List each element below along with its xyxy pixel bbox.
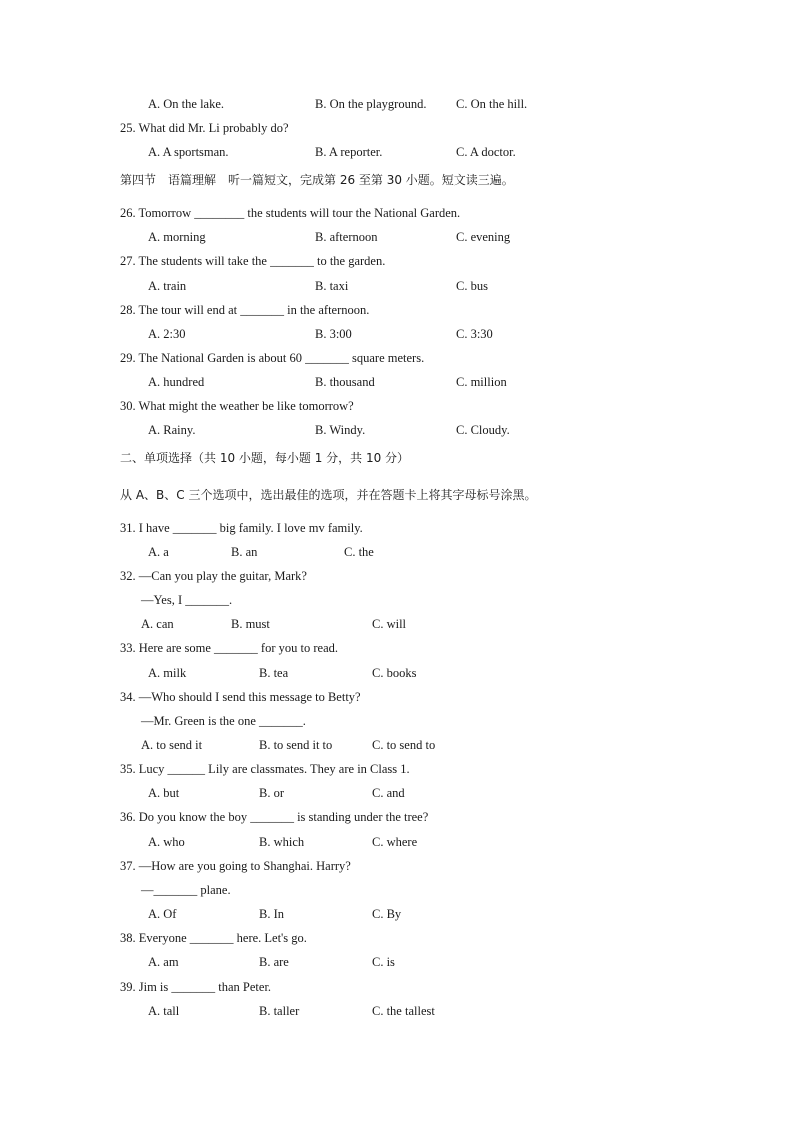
q34-option-b: B. to send it to [259,738,333,752]
q38-option-c: C. is [372,955,395,969]
question-31: 31. I have _______ big family. I love mv family. [120,521,363,535]
q28-option-b: B. 3:00 [315,327,352,341]
q35-option-b: B. or [259,786,284,800]
q37-reply: —_______ plane. [141,883,231,897]
q32-option-a: A. can [141,617,174,631]
q27-option-c: C. bus [456,279,488,293]
question-28: 28. The tour will end at _______ in the afternoon. [120,303,370,317]
q25-option-a: A. A sportsman. [148,145,229,159]
q34-option-c: C. to send to [372,738,436,752]
q30-option-c: C. Cloudy. [456,423,510,437]
question-30: 30. What might the weather be like tomorrow? [120,399,354,413]
q32-option-b: B. must [231,617,270,631]
option-c: C. On the hill. [456,97,528,111]
question-29: 29. The National Garden is about 60 _______ square meters. [120,351,425,365]
q33-option-b: B. tea [259,666,289,680]
question-39: 39. Jim is _______ than Peter. [120,980,272,994]
q26-option-a: A. morning [148,230,206,244]
q36-option-c: C. where [372,835,418,849]
q27-option-b: B. taxi [315,279,349,293]
q38-option-a: A. am [148,955,179,969]
q39-option-a: A. tall [148,1004,180,1018]
q29-option-a: A. hundred [148,375,205,389]
q30-option-b: B. Windy. [315,423,366,437]
q28-option-c: C. 3:30 [456,327,493,341]
q30-option-a: A. Rainy. [148,423,196,437]
q31-option-c: C. the [344,545,374,559]
q38-option-b: B. are [259,955,289,969]
q32-reply: —Yes, I _______. [141,593,233,607]
q33-option-a: A. milk [148,666,187,680]
question-27: 27. The students will take the _______ to the garden. [120,254,386,268]
q36-option-a: A. who [148,835,185,849]
q25-option-c: C. A doctor. [456,145,516,159]
q34-reply: —Mr. Green is the one _______. [141,714,306,728]
question-34: 34. —Who should I send this message to Betty? [120,690,361,704]
q27-option-a: A. train [148,279,187,293]
question-32: 32. —Can you play the guitar, Mark? [120,569,307,583]
q34-option-a: A. to send it [141,738,203,752]
option-b: B. On the playground. [315,97,427,111]
question-37: 37. —How are you going to Shanghai. Harry? [120,859,351,873]
q26-option-b: B. afternoon [315,230,378,244]
q35-option-c: C. and [372,786,405,800]
option-a: A. On the lake. [148,97,225,111]
question-38: 38. Everyone _______ here. Let's go. [120,931,307,945]
q37-option-a: A. Of [148,907,177,921]
question-35: 35. Lucy ______ Lily are classmates. They are in Class 1. [120,762,410,776]
question-26: 26. Tomorrow ________ the students will tour the National Garden. [120,206,461,220]
section4-heading: 第四节 语篇理解 听一篇短文，完成第 26 至第 30 小题。短文读三遍。 [120,173,514,187]
q31-option-b: B. an [231,545,258,559]
q39-option-b: B. taller [259,1004,300,1018]
q35-option-a: A. but [148,786,180,800]
question-36: 36. Do you know the boy _______ is standing under the tree? [120,810,429,824]
part2-instruction: 从 A、B、C 三个选项中，选出最佳的选项，并在答题卡上将其字母标号涂黑。 [120,488,537,502]
q28-option-a: A. 2:30 [148,327,186,341]
part2-heading: 二、单项选择（共 10 小题，每小题 1 分，共 10 分） [120,451,410,465]
q31-option-a: A. a [148,545,169,559]
q37-option-b: B. In [259,907,284,921]
q29-option-c: C. million [456,375,507,389]
q33-option-c: C. books [372,666,417,680]
q25-option-b: B. A reporter. [315,145,383,159]
question-25: 25. What did Mr. Li probably do? [120,121,289,135]
q36-option-b: B. which [259,835,305,849]
q29-option-b: B. thousand [315,375,375,389]
q39-option-c: C. the tallest [372,1004,435,1018]
question-33: 33. Here are some _______ for you to read. [120,641,338,655]
q37-option-c: C. By [372,907,402,921]
q26-option-c: C. evening [456,230,511,244]
q32-option-c: C. will [372,617,407,631]
